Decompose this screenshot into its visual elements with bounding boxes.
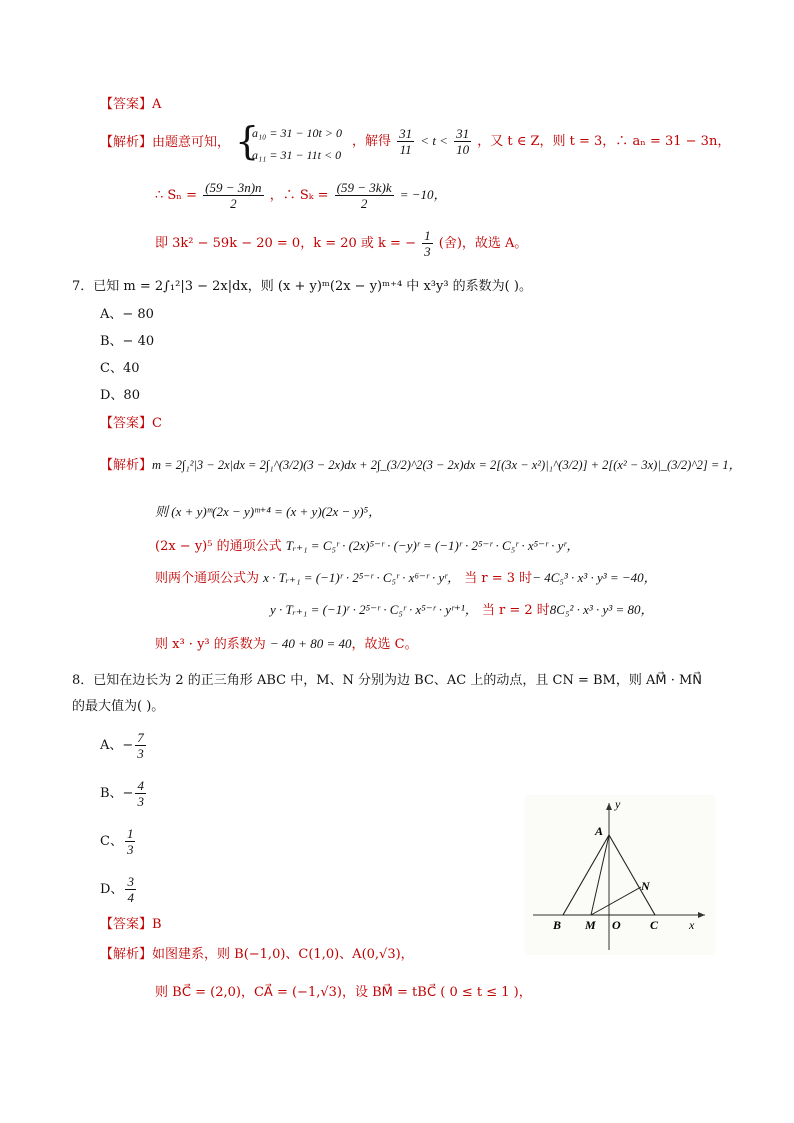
q8-option-b [100,778,148,809]
q6-analysis-line1 [100,134,230,152]
fraction-numerator: 4 [137,778,144,793]
sk-label: ，∴ Sₖ = [269,188,329,203]
fraction-denominator: 10 [456,142,470,157]
inequality-text: < t < [420,133,448,148]
case-r2-label: 当 r = 2 时 [481,603,550,618]
triangle-coordinate-figure [525,795,715,955]
q7-option-a: A、− 80 [100,307,154,322]
analysis-tag: 【解析】 [100,947,153,962]
fraction-numerator: 31 [456,126,470,141]
analysis-text: 由题意可知， [152,135,231,150]
q8-option-d [100,874,138,905]
case-r3-value: − 4C₅³ · x³ · y³ = −40， [532,570,657,585]
coefficient-label: 则 x³ · y³ 的系数为 [155,637,266,652]
q7-analysis-line5 [270,601,654,620]
q6-analysis-line2 [155,180,447,211]
fraction-numerator: 31 [399,126,413,141]
fraction-31-11 [397,126,414,157]
option-fraction [135,730,146,761]
label-c: C [650,918,659,932]
coordinate-setup-text: 如图建系，则 B(−1,0)、C(1,0)、A(0,√3)， [152,947,414,962]
general-term-label: (2x − y)⁵ 的通项公式 [155,539,282,554]
option-label: A、− [100,738,134,753]
q8-option-c [100,826,137,857]
equation-text: 即 3k² − 59k − 20 = 0，k = 20 或 k = − [155,236,416,251]
fraction-denominator: 11 [399,142,412,157]
y-term-formula: y · Tᵣ₊₁ = (−1)ʳ · 2⁵⁻ʳ · C₅ʳ · x⁵⁻ʳ · yʳ⁺¹， [270,602,478,617]
fraction-numerator: (59 − 3k)k [336,180,392,195]
q7-answer-line [100,415,162,433]
fraction-denominator: 3 [126,842,134,857]
option-fraction [125,826,136,857]
fraction-denominator: 3 [424,244,431,259]
fraction-sk [335,180,394,211]
analysis-tag: 【解析】 [100,458,153,473]
fraction-numerator: 1 [424,228,431,243]
analysis-tag: 【解析】 [100,135,153,150]
q7-analysis-line6 [155,635,418,654]
q6-answer-line [100,96,161,114]
system-top-equation: a₁₀ = 31 − 10t > 0 [252,126,342,140]
q8-analysis-line1 [100,946,414,964]
fraction-one-third [422,228,433,259]
label-x: x [689,918,695,932]
solve-label: ，解得 [352,134,392,149]
answer-value: A [152,97,162,112]
two-terms-label: 则两个通项公式为 [155,571,260,586]
fraction-sn [203,180,263,211]
q6-analysis-line3 [155,228,527,259]
q7-option-b: B、− 40 [100,334,155,349]
q7-stem: 7．已知 m = 2∫₁²|3 − 2x|dx，则 (x + y)ᵐ(2x − y)ᵐ⁺⁴ 中 x³y³ 的系数为( )。 [72,279,532,294]
fraction-numerator: 3 [127,874,134,889]
fraction-denominator: 2 [360,196,368,211]
q8-option-a [100,730,148,761]
q8-analysis-line2 [155,984,532,1002]
label-m: M [585,918,596,932]
vector-setup-text: 则 BC⃗ = (2,0)，CA⃗ = (−1,√3)，设 BM⃗ = tBC⃗ ( 0 ≤ t ≤ 1 )， [155,985,532,1000]
integral-computation: m = 2∫₁²|3 − 2x|dx = 2∫₁^(3/2)(3 − 2x)dx + 2∫_(3/2)^2(3 − 2x)dx = 2[(3x − x²)|₁^(3/2)] + 2[(x² − 3x)|_(3/2)^2] = 1， [152,458,742,472]
label-n: N [641,879,650,893]
label-o: O [612,918,621,932]
q7-analysis-line3 [155,537,579,556]
expansion-text: 则 (x + y)ᵐ(2x − y)ᵐ⁺⁴ = (x + y)(2x − y)⁵， [155,504,382,519]
q7-option-c: C、40 [100,361,140,376]
x-term-formula: x · Tᵣ₊₁ = (−1)ʳ · 2⁵⁻ʳ · C₅ʳ · x⁶⁻ʳ · yʳ， [263,570,461,585]
answer-value: C [152,416,162,431]
answer-tag: 【答案】 [100,97,153,112]
option-fraction [135,778,146,809]
fraction-numerator: (59 − 3n)n [205,180,262,195]
q7-option-d: D、80 [100,388,140,403]
fraction-denominator: 4 [127,890,134,905]
general-term-formula: Tᵣ₊₁ = C₅ʳ · (2x)⁵⁻ʳ · (−y)ʳ = (−1)ʳ · 2⁵⁻ʳ · C₅ʳ · x⁵⁻ʳ · yʳ， [285,538,580,553]
sum-formula-label: ∴ Sₙ = [155,188,197,203]
q7-analysis-line4 [155,569,657,588]
fraction-denominator: 3 [137,746,144,761]
answer-tag: 【答案】 [100,416,153,431]
q8-stem-line2: 的最大值为( )。 [72,699,165,714]
final-choice-text: (舍)，故选 A。 [438,236,528,251]
conclusion-text: ，又 t ∈ Z，则 t = 3，∴ aₙ = 31 − 3n， [477,134,731,149]
fraction-numerator: 1 [126,826,134,841]
answer-tag: 【答案】 [100,917,153,932]
fraction-denominator: 3 [137,794,144,809]
q8-stem-line1: 8．已知在边长为 2 的正三角形 ABC 中，M、N 分别为边 BC、AC 上的动点，且 CN = BM，则 AM⃗ · MN⃗ [72,673,703,688]
option-label: C、 [100,834,123,849]
system-bottom-equation: a₁₁ = 31 − 11t < 0 [252,148,342,162]
option-label: D、 [100,882,124,897]
sk-value: = −10， [399,187,447,202]
q7-analysis-line1 [100,456,741,475]
label-y: y [615,797,621,811]
q8-answer-line [100,916,162,934]
fraction-31-10 [454,126,471,157]
fraction-denominator: 2 [230,196,237,211]
system-brace: { [235,119,260,163]
final-choice-text: ，故选 C。 [351,637,418,652]
label-b: B [553,918,562,932]
case-r2-value: 8C₅² · x³ · y³ = 80， [549,602,654,617]
case-r3-label: 当 r = 3 时 [464,571,533,586]
answer-value: B [152,917,162,932]
q6-solve-text [352,126,730,157]
label-a: A [595,824,604,838]
option-fraction [125,874,136,905]
option-label: B、− [100,786,134,801]
fraction-numerator: 7 [137,730,144,745]
coefficient-value: − 40 + 80 = 40 [269,636,352,651]
q7-analysis-line2 [155,503,381,522]
